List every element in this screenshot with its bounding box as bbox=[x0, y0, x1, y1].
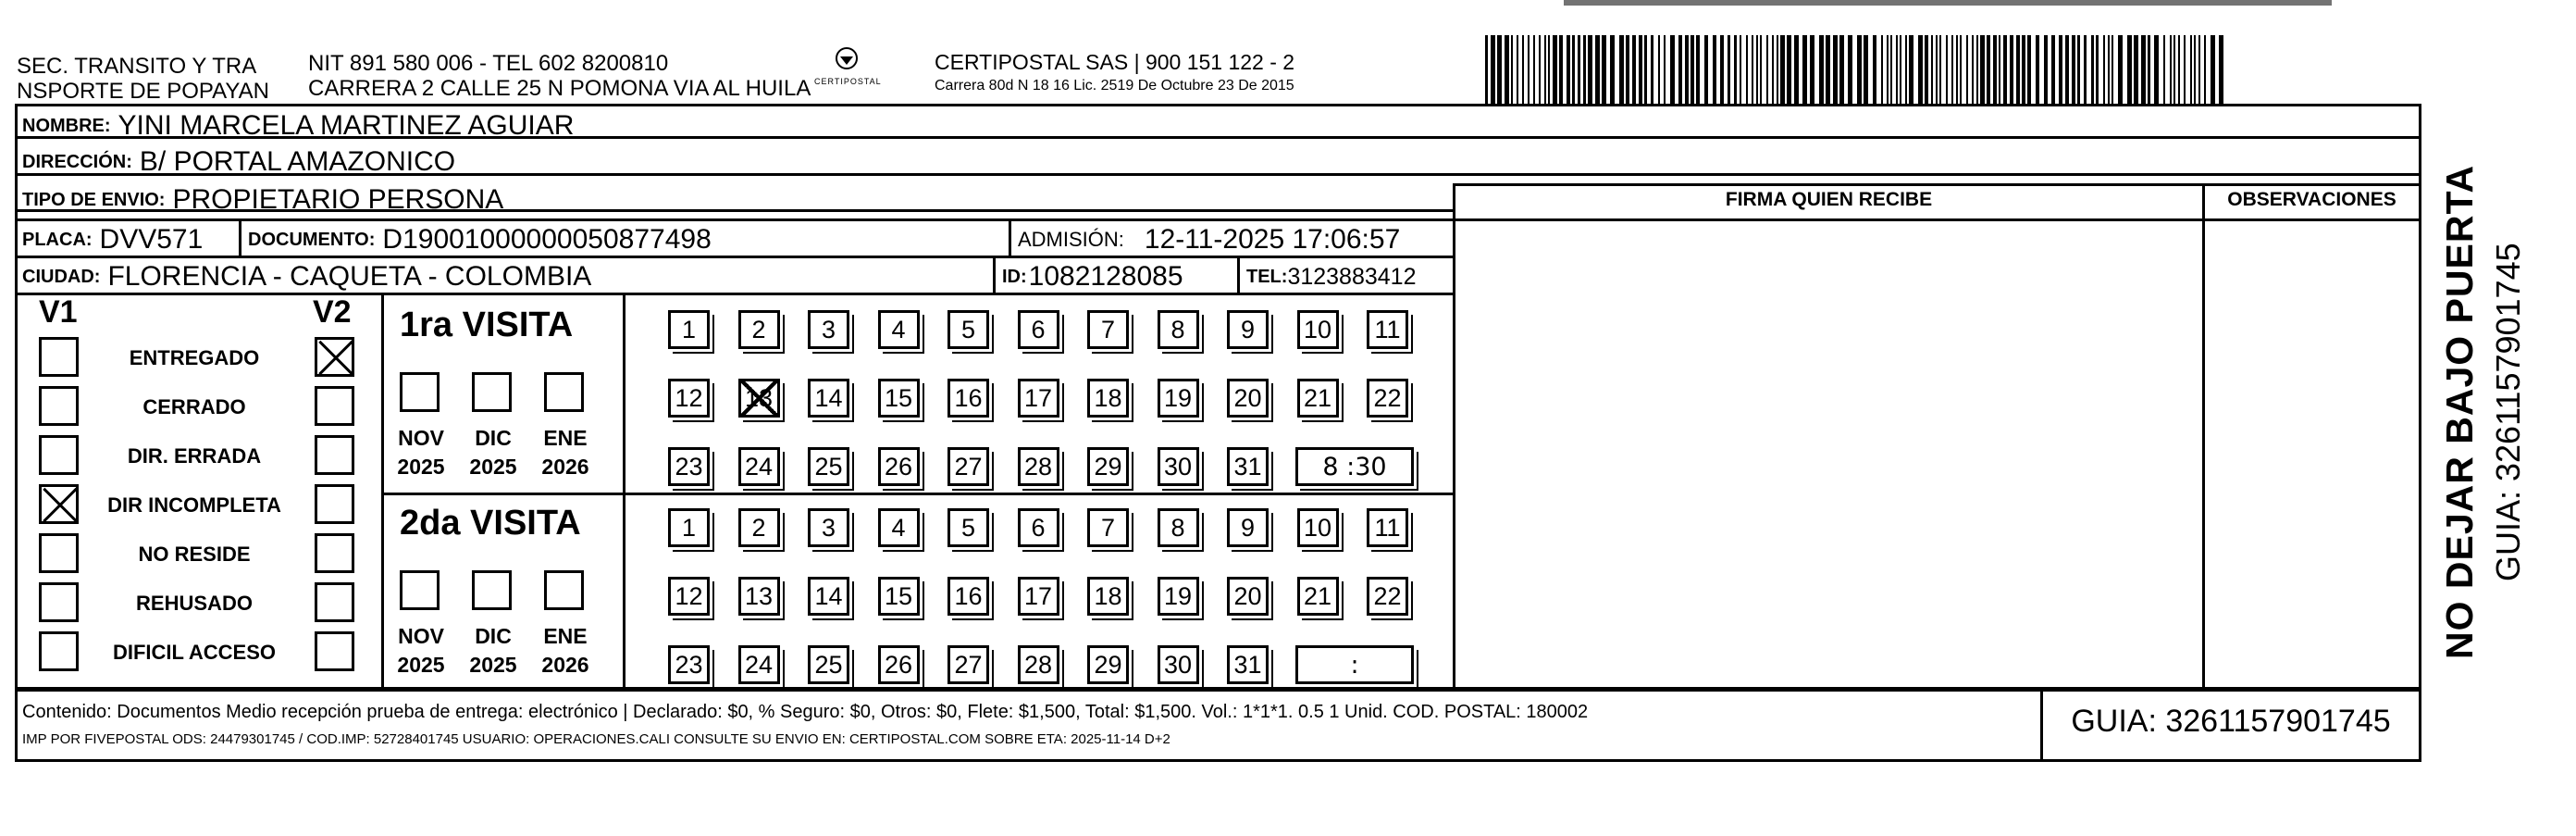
barcode-bar bbox=[2084, 35, 2087, 104]
observaciones-area[interactable] bbox=[2205, 218, 2419, 689]
placa-value: DVV571 bbox=[99, 224, 204, 255]
barcode-bar bbox=[1690, 35, 1694, 104]
day-box[interactable]: 20 bbox=[1227, 379, 1269, 418]
barcode-bar bbox=[1578, 35, 1580, 104]
barcode-bar bbox=[2103, 35, 2105, 104]
month-year: 2026 bbox=[541, 455, 589, 479]
barcode-bar bbox=[1746, 35, 1748, 104]
status-option-label: CERRADO bbox=[142, 395, 246, 418]
barcode-bar bbox=[1887, 35, 1889, 104]
barcode-bar bbox=[1972, 35, 1974, 104]
barcode-bar bbox=[2010, 35, 2013, 104]
month-label bbox=[389, 424, 453, 481]
barcode-bar bbox=[1610, 35, 1615, 104]
id-value: 1082128085 bbox=[1028, 261, 1183, 292]
barcode-bar bbox=[1595, 35, 1600, 104]
barcode-bar bbox=[1528, 35, 1530, 104]
barcode-bar bbox=[2051, 35, 2055, 104]
side-guia-number: GUIA: 3261157901745 bbox=[2489, 243, 2527, 581]
barcode-bar bbox=[1583, 35, 1586, 104]
barcode-bar bbox=[1497, 35, 1502, 104]
day-box[interactable]: 24 bbox=[738, 447, 780, 486]
day-box[interactable]: 27 bbox=[947, 645, 989, 684]
month-checkbox[interactable] bbox=[400, 570, 440, 610]
barcode-bar bbox=[1966, 35, 1968, 104]
day-box[interactable]: 10 bbox=[1297, 310, 1339, 349]
barcode-bar bbox=[1794, 35, 1799, 104]
month-name: DIC bbox=[475, 624, 512, 648]
barcode-bar bbox=[1602, 35, 1606, 104]
day-box[interactable]: 18 bbox=[1087, 379, 1129, 418]
month-label bbox=[533, 424, 598, 481]
day-box[interactable]: 13 bbox=[738, 379, 780, 418]
status-option-label: DIFICIL ACCESO bbox=[112, 641, 276, 664]
barcode-bar bbox=[1999, 35, 2000, 104]
tipo-envio-field bbox=[17, 186, 503, 214]
barcode-bar bbox=[2108, 35, 2110, 104]
barcode-bar bbox=[1491, 35, 1495, 104]
barcode-bar bbox=[1752, 35, 1753, 104]
barcode-bar bbox=[2112, 35, 2113, 104]
v1-checkbox[interactable] bbox=[39, 484, 79, 524]
barcode-bar bbox=[1905, 35, 1907, 104]
month-year: 2025 bbox=[397, 653, 445, 677]
barcode-bar bbox=[2170, 35, 2172, 104]
day-box[interactable]: 19 bbox=[1158, 577, 1199, 616]
nombre-label: NOMBRE: bbox=[22, 115, 111, 136]
barcode-bar bbox=[1720, 35, 1724, 104]
status-option-label: ENTREGADO bbox=[129, 346, 260, 369]
barcode-bar bbox=[1777, 35, 1778, 104]
day-box[interactable]: 9 bbox=[1227, 508, 1269, 547]
day-box[interactable]: 30 bbox=[1158, 447, 1199, 486]
v2-checkbox[interactable] bbox=[315, 337, 354, 377]
v1-checkbox[interactable] bbox=[39, 337, 79, 377]
v1-checkbox[interactable] bbox=[39, 631, 79, 671]
day-box[interactable]: 10 bbox=[1297, 508, 1339, 547]
barcode-bar bbox=[2022, 35, 2025, 104]
nombre-value: YINI MARCELA MARTINEZ AGUIAR bbox=[118, 113, 575, 139]
barcode-bar bbox=[2036, 35, 2039, 104]
day-box[interactable]: 30 bbox=[1158, 645, 1199, 684]
day-box[interactable]: 25 bbox=[808, 447, 849, 486]
month-name: NOV bbox=[398, 426, 444, 450]
admision-value: 12-11-2025 17:06:57 bbox=[1144, 224, 1401, 255]
barcode-bar bbox=[1980, 35, 1985, 104]
barcode-bar bbox=[1881, 35, 1883, 104]
barcode-bar bbox=[1713, 35, 1716, 104]
v2-checkbox[interactable] bbox=[315, 582, 354, 622]
day-box[interactable]: 12 bbox=[668, 577, 710, 616]
day-box[interactable]: 8 bbox=[1158, 310, 1199, 349]
barcode-bar bbox=[1890, 35, 1892, 104]
time-box[interactable]: 8 :30 bbox=[1295, 447, 1414, 486]
day-box[interactable]: 18 bbox=[1087, 577, 1129, 616]
tel-field bbox=[1241, 261, 1416, 293]
issuer-address: CARRERA 2 CALLE 25 N POMONA VIA AL HUILA bbox=[308, 76, 811, 101]
placa-label: PLACA: bbox=[22, 229, 93, 250]
issuer-name bbox=[17, 54, 269, 104]
tipo-envio-value: PROPIETARIO PERSONA bbox=[172, 186, 504, 214]
direccion-label: DIRECCIÓN: bbox=[22, 151, 132, 172]
barcode-bar bbox=[1780, 35, 1785, 104]
barcode-bar bbox=[1760, 35, 1762, 104]
barcode-bar bbox=[2134, 35, 2138, 104]
barcode-bar bbox=[1619, 35, 1624, 104]
barcode-bar bbox=[1678, 35, 1682, 104]
day-box[interactable]: 9 bbox=[1227, 310, 1269, 349]
barcode-bar bbox=[2204, 35, 2206, 104]
barcode-bar bbox=[1936, 35, 1938, 104]
barcode-bar bbox=[1993, 35, 1997, 104]
top-edge-mark bbox=[1564, 0, 2332, 6]
ciudad-field bbox=[17, 261, 591, 293]
v2-checkbox[interactable] bbox=[315, 484, 354, 524]
day-box[interactable]: 7 bbox=[1087, 310, 1129, 349]
barcode-bar bbox=[1539, 35, 1541, 104]
nombre-field bbox=[17, 113, 574, 139]
barcode-bar bbox=[1896, 35, 1898, 104]
issuer-line-1: SEC. TRANSITO Y TRA bbox=[17, 54, 257, 79]
barcode-bar bbox=[1651, 35, 1653, 104]
barcode-bar bbox=[1931, 35, 1933, 104]
day-box[interactable]: 23 bbox=[668, 447, 710, 486]
barcode-bar bbox=[1772, 35, 1774, 104]
visit-title: 2da VISITA bbox=[400, 504, 581, 543]
month-name: NOV bbox=[398, 624, 444, 648]
barcode-bar bbox=[2211, 35, 2215, 104]
month-checkbox[interactable] bbox=[472, 372, 512, 412]
v2-checkbox[interactable] bbox=[315, 631, 354, 671]
day-box[interactable]: 29 bbox=[1087, 645, 1129, 684]
month-label bbox=[533, 622, 598, 680]
logo-text: CERTIPOSTAL bbox=[814, 77, 882, 86]
month-label bbox=[389, 622, 453, 680]
day-box[interactable]: 23 bbox=[668, 645, 710, 684]
barcode-bar bbox=[2148, 35, 2150, 104]
ciudad-label: CIUDAD: bbox=[22, 266, 101, 287]
day-box[interactable]: 25 bbox=[808, 645, 849, 684]
day-box[interactable]: 4 bbox=[878, 508, 920, 547]
barcode-bar bbox=[1873, 35, 1876, 104]
barcode-bar bbox=[1960, 35, 1962, 104]
day-box[interactable]: 1 bbox=[668, 508, 710, 547]
barcode-bar bbox=[1787, 35, 1791, 104]
barcode-bar bbox=[2219, 35, 2223, 104]
day-box[interactable]: 26 bbox=[878, 645, 920, 684]
day-box[interactable]: 16 bbox=[947, 577, 989, 616]
status-option-label: NO RESIDE bbox=[138, 543, 251, 566]
v2-checkbox[interactable] bbox=[315, 435, 354, 475]
tel-label: TEL: bbox=[1246, 266, 1288, 287]
day-box[interactable]: 11 bbox=[1367, 508, 1408, 547]
admision-field bbox=[1012, 224, 1400, 256]
day-box[interactable]: 19 bbox=[1158, 379, 1199, 418]
status-option-label: DIR. ERRADA bbox=[127, 444, 262, 468]
day-box[interactable]: 14 bbox=[808, 577, 849, 616]
status-option-label: DIR INCOMPLETA bbox=[107, 493, 281, 517]
barcode-bar bbox=[2174, 35, 2175, 104]
imp-text: IMP POR FIVEPOSTAL ODS: 24479301745 / COD.IMP: 52728401745 USUARIO: OPERACIONES.CALI CONSULTE SU ENVIO EN: CERTIPOSTAL.COM SOBRE ETA: 2025-11-14 D+2 bbox=[22, 731, 1170, 747]
day-box[interactable]: 1 bbox=[668, 310, 710, 349]
day-box[interactable]: 31 bbox=[1227, 447, 1269, 486]
day-box[interactable]: 28 bbox=[1018, 447, 1059, 486]
barcode-bar bbox=[2127, 35, 2132, 104]
barcode-bar bbox=[1740, 35, 1741, 104]
barcode-bar bbox=[2163, 35, 2165, 104]
tipo-envio-label: TIPO DE ENVIO: bbox=[22, 189, 166, 210]
v1-label: V1 bbox=[39, 294, 78, 330]
day-box[interactable]: 28 bbox=[1018, 645, 1059, 684]
barcode-bar bbox=[1664, 35, 1666, 104]
placa-field bbox=[17, 224, 203, 256]
barcode-bar bbox=[1864, 35, 1868, 104]
firma-quien-recibe-label: FIRMA QUIEN RECIBE bbox=[1725, 189, 1933, 210]
barcode-bar bbox=[1756, 35, 1758, 104]
barcode-bar bbox=[1567, 35, 1570, 104]
month-year: 2025 bbox=[469, 455, 517, 479]
v1-checkbox[interactable] bbox=[39, 435, 79, 475]
month-checkbox[interactable] bbox=[400, 372, 440, 412]
barcode-bar bbox=[2003, 35, 2007, 104]
barcode-bar bbox=[1810, 35, 1814, 104]
barcode-bar bbox=[2184, 35, 2186, 104]
day-box[interactable]: 6 bbox=[1018, 508, 1059, 547]
barcode-bar bbox=[1644, 35, 1647, 104]
id-label: ID: bbox=[1002, 266, 1027, 287]
barcode-bar bbox=[1533, 35, 1535, 104]
day-box[interactable]: 26 bbox=[878, 447, 920, 486]
barcode-bar bbox=[2154, 35, 2159, 104]
barcode-bar bbox=[1685, 35, 1689, 104]
issuer-contact bbox=[308, 51, 811, 101]
signature-area[interactable] bbox=[1455, 218, 2202, 689]
barcode-bar bbox=[1704, 35, 1708, 104]
direccion-field bbox=[17, 149, 455, 175]
barcode-bar bbox=[1802, 35, 1807, 104]
barcode-bar bbox=[1632, 35, 1636, 104]
month-label bbox=[461, 424, 526, 481]
documento-value: D19001000000050877498 bbox=[382, 224, 712, 255]
barcode-bar bbox=[1976, 35, 1978, 104]
barcode-bar bbox=[2077, 35, 2080, 104]
day-box[interactable]: 16 bbox=[947, 379, 989, 418]
barcode-bar bbox=[2194, 35, 2196, 104]
day-box[interactable]: 2 bbox=[738, 310, 780, 349]
day-box[interactable]: 7 bbox=[1087, 508, 1129, 547]
id-field bbox=[997, 261, 1183, 293]
month-name: ENE bbox=[543, 624, 588, 648]
ciudad-value: FLORENCIA - CAQUETA - COLOMBIA bbox=[107, 261, 592, 292]
barcode-bar bbox=[1670, 35, 1675, 104]
v2-checkbox[interactable] bbox=[315, 533, 354, 573]
barcode-bar bbox=[1559, 35, 1563, 104]
day-box[interactable]: 20 bbox=[1227, 577, 1269, 616]
day-box[interactable]: 17 bbox=[1018, 379, 1059, 418]
barcode-bar bbox=[1505, 35, 1509, 104]
v1-checkbox[interactable] bbox=[39, 533, 79, 573]
day-box[interactable]: 3 bbox=[808, 310, 849, 349]
day-box[interactable]: 5 bbox=[947, 310, 989, 349]
documento-field bbox=[242, 224, 712, 256]
day-box[interactable]: 8 bbox=[1158, 508, 1199, 547]
day-box[interactable]: 29 bbox=[1087, 447, 1129, 486]
v1-checkbox[interactable] bbox=[39, 582, 79, 622]
barcode-bar bbox=[1696, 35, 1700, 104]
day-box[interactable]: 24 bbox=[738, 645, 780, 684]
day-box[interactable]: 5 bbox=[947, 508, 989, 547]
day-box[interactable]: 22 bbox=[1367, 379, 1408, 418]
barcode-bar bbox=[1918, 35, 1923, 104]
barcode-bar bbox=[1951, 35, 1953, 104]
admision-label: ADMISIÓN: bbox=[1018, 228, 1124, 251]
barcode-bar bbox=[1826, 35, 1830, 104]
barcode-bar bbox=[1833, 35, 1838, 104]
barcode-bar bbox=[1485, 35, 1488, 104]
barcode-bar bbox=[1956, 35, 1958, 104]
month-checkbox[interactable] bbox=[544, 372, 584, 412]
barcode-bar bbox=[2065, 35, 2069, 104]
barcode-bar bbox=[2016, 35, 2020, 104]
barcode-bar bbox=[1946, 35, 1948, 104]
month-year: 2025 bbox=[397, 455, 445, 479]
day-box[interactable]: 3 bbox=[808, 508, 849, 547]
time-box[interactable]: : bbox=[1295, 645, 1414, 684]
barcode-bar bbox=[1766, 35, 1768, 104]
no-dejar-bajo-puerta-warning: NO DEJAR BAJO PUERTA bbox=[2438, 164, 2481, 659]
day-box[interactable]: 27 bbox=[947, 447, 989, 486]
barcode-bar bbox=[1939, 35, 1941, 104]
day-box[interactable]: 14 bbox=[808, 379, 849, 418]
barcode-bar bbox=[2027, 35, 2031, 104]
barcode-bar bbox=[1548, 35, 1550, 104]
month-name: ENE bbox=[543, 426, 588, 450]
company-name: CERTIPOSTAL SAS | 900 151 122 - 2 bbox=[935, 50, 1295, 74]
day-box[interactable]: 31 bbox=[1227, 645, 1269, 684]
barcode-bar bbox=[2178, 35, 2180, 104]
barcode bbox=[1485, 35, 2225, 104]
footer-guia-number: GUIA: 3261157901745 bbox=[2071, 704, 2391, 739]
contenido-text: Contenido: Documentos Medio recepción prueba de entrega: electrónico | Declarado: $0, % Seguro: $0, Otros: $0, Flete: $1,500, Total: $1,500. Vol.: 1*1*1. 0.5 1 Unid. COD. POSTAL: 180002 bbox=[22, 702, 1589, 722]
day-box[interactable]: 4 bbox=[878, 310, 920, 349]
month-label bbox=[461, 622, 526, 680]
observaciones-label: OBSERVACIONES bbox=[2227, 189, 2396, 210]
barcode-bar bbox=[1544, 35, 1546, 104]
month-checkbox[interactable] bbox=[544, 570, 584, 610]
barcode-bar bbox=[2118, 35, 2123, 104]
visit-title: 1ra VISITA bbox=[400, 306, 574, 344]
day-box[interactable]: 21 bbox=[1297, 379, 1339, 418]
barcode-bar bbox=[1987, 35, 1990, 104]
v2-checkbox[interactable] bbox=[315, 386, 354, 426]
barcode-bar bbox=[1572, 35, 1575, 104]
barcode-bar bbox=[1857, 35, 1862, 104]
barcode-bar bbox=[1658, 35, 1660, 104]
day-box[interactable]: 12 bbox=[668, 379, 710, 418]
day-box[interactable]: 15 bbox=[878, 379, 920, 418]
barcode-bar bbox=[1848, 35, 1852, 104]
barcode-bar bbox=[1925, 35, 1928, 104]
barcode-bar bbox=[1588, 35, 1592, 104]
company-address: Carrera 80d N 18 16 Lic. 2519 De Octubre 23 De 2015 bbox=[935, 78, 1294, 94]
documento-label: DOCUMENTO: bbox=[248, 229, 376, 250]
barcode-bar bbox=[2044, 35, 2048, 104]
barcode-bar bbox=[1553, 35, 1557, 104]
day-box[interactable]: 6 bbox=[1018, 310, 1059, 349]
barcode-bar bbox=[1517, 35, 1518, 104]
barcode-bar bbox=[1839, 35, 1844, 104]
barcode-bar bbox=[1728, 35, 1730, 104]
barcode-bar bbox=[1639, 35, 1642, 104]
month-checkbox[interactable] bbox=[472, 570, 512, 610]
barcode-bar bbox=[1626, 35, 1629, 104]
certipostal-logo bbox=[814, 44, 882, 86]
v1-checkbox[interactable] bbox=[39, 386, 79, 426]
barcode-bar bbox=[2091, 35, 2094, 104]
barcode-bar bbox=[2059, 35, 2062, 104]
day-box[interactable]: 17 bbox=[1018, 577, 1059, 616]
day-box[interactable]: 21 bbox=[1297, 577, 1339, 616]
day-box[interactable]: 13 bbox=[738, 577, 780, 616]
tel-value: 3123883412 bbox=[1287, 263, 1417, 290]
barcode-bar bbox=[1522, 35, 1524, 104]
barcode-bar bbox=[1734, 35, 1737, 104]
day-box[interactable]: 11 bbox=[1367, 310, 1408, 349]
barcode-bar bbox=[2072, 35, 2075, 104]
status-option-label: REHUSADO bbox=[136, 592, 253, 615]
barcode-bar bbox=[2198, 35, 2200, 104]
month-year: 2025 bbox=[469, 653, 517, 677]
direccion-value: B/ PORTAL AMAZONICO bbox=[139, 149, 456, 175]
barcode-bar bbox=[1900, 35, 1901, 104]
barcode-bar bbox=[2096, 35, 2099, 104]
barcode-bar bbox=[2190, 35, 2192, 104]
day-box[interactable]: 15 bbox=[878, 577, 920, 616]
day-box[interactable]: 2 bbox=[738, 508, 780, 547]
barcode-bar bbox=[1819, 35, 1824, 104]
v2-label: V2 bbox=[313, 294, 352, 330]
barcode-bar bbox=[2141, 35, 2146, 104]
issuer-nit-tel: NIT 891 580 006 - TEL 602 8200810 bbox=[308, 51, 669, 76]
month-name: DIC bbox=[475, 426, 512, 450]
issuer-line-2: NSPORTE DE POPAYAN bbox=[17, 79, 269, 104]
barcode-bar bbox=[1909, 35, 1913, 104]
barcode-bar bbox=[1511, 35, 1513, 104]
month-year: 2026 bbox=[541, 653, 589, 677]
day-box[interactable]: 22 bbox=[1367, 577, 1408, 616]
